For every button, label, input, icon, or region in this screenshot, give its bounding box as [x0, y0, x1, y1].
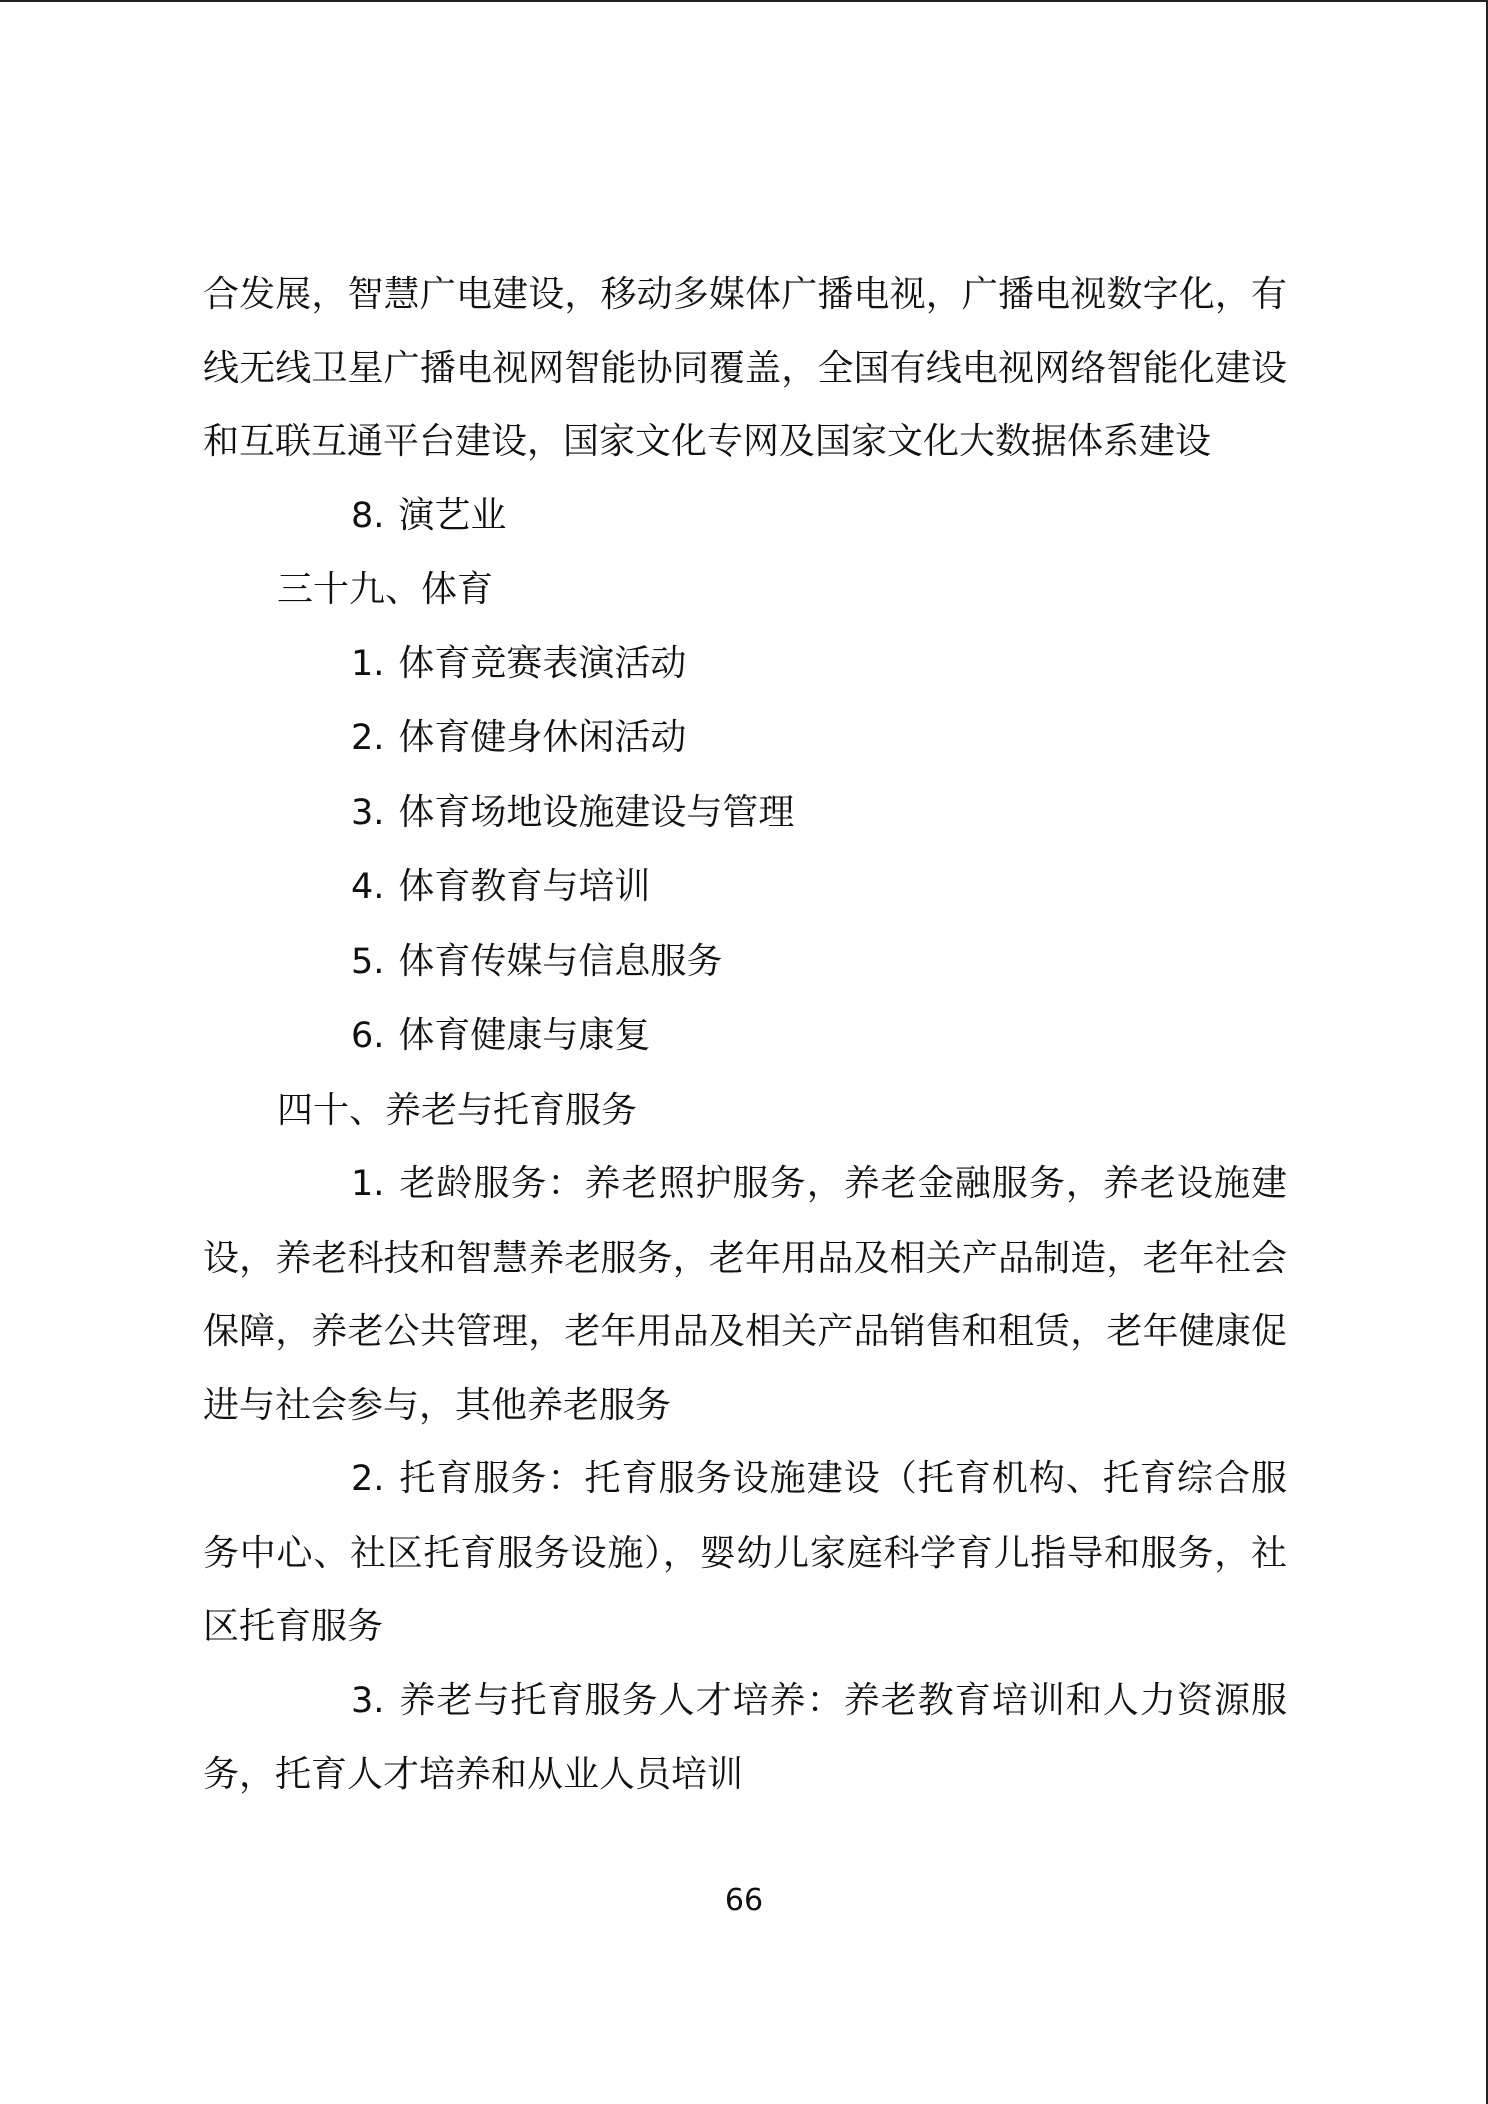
- list-number: 4.: [351, 867, 385, 907]
- list-item-text: 体育竞赛表演活动: [398, 642, 687, 684]
- list-item: [203, 1147, 1287, 1442]
- list-number: 1.: [351, 1164, 385, 1204]
- section-heading-text: 四十、养老与托育服务: [277, 1089, 638, 1131]
- list-item: [203, 999, 1287, 1074]
- list-number: 6.: [351, 1016, 385, 1056]
- section-heading-elderly-childcare: [203, 1074, 1287, 1148]
- list-number: 3.: [351, 792, 385, 833]
- section-heading-sports: [203, 553, 1287, 627]
- list-number: 2.: [351, 718, 385, 758]
- section-heading-text: 三十九、体育: [277, 569, 494, 610]
- list-number: 2.: [351, 1459, 385, 1499]
- list-item: [203, 1442, 1287, 1664]
- list-item-text: 养老与托育服务人才培养：养老教育培训和人力资源服务，托育人才培养和从业人员培训: [203, 1679, 1287, 1795]
- list-item-text: 体育场地设施建设与管理: [398, 791, 795, 833]
- list-number: 5.: [351, 941, 385, 982]
- list-item: [203, 925, 1287, 1000]
- list-number: 3.: [351, 1680, 385, 1721]
- document-body: [203, 258, 1287, 1812]
- paragraph-continuation: [203, 258, 1287, 479]
- list-number: 8.: [351, 495, 385, 536]
- list-number: 1.: [351, 643, 385, 684]
- page-number: 66: [724, 1883, 764, 1918]
- list-item: [203, 627, 1287, 702]
- list-item-text: 托育服务：托育服务设施建设（托育机构、托育综合服务中心、社区托育服务设施），婴幼儿家庭科学育儿指导和服务，社区托育服务: [203, 1458, 1287, 1647]
- list-item: [203, 850, 1287, 925]
- list-item-text: 老龄服务：养老照护服务，养老金融服务，养老设施建设，养老科技和智慧养老服务，老年用品及相关产品制造，老年社会保障，养老公共管理，老年用品及相关产品销售和租赁，老年健康促进与社会参与，其他养老服务: [203, 1163, 1287, 1426]
- list-item: [203, 776, 1287, 851]
- paragraph-text: 合发展，智慧广电建设，移动多媒体广播电视，广播电视数字化，有线无线卫星广播电视网智能协同覆盖，全国有线电视网络智能化建设和互联互通平台建设，国家文化专网及国家文化大数据体系建设: [203, 274, 1287, 462]
- list-item-text: 演艺业: [398, 494, 507, 536]
- list-item: [203, 701, 1287, 776]
- list-item-text: 体育健康与康复: [398, 1015, 651, 1056]
- list-item: [203, 1664, 1287, 1812]
- list-item-text: 体育传媒与信息服务: [398, 940, 723, 982]
- list-item-text: 体育健身休闲活动: [398, 717, 687, 758]
- list-item-performing-arts: [203, 479, 1287, 554]
- list-item-text: 体育教育与培训: [398, 866, 651, 907]
